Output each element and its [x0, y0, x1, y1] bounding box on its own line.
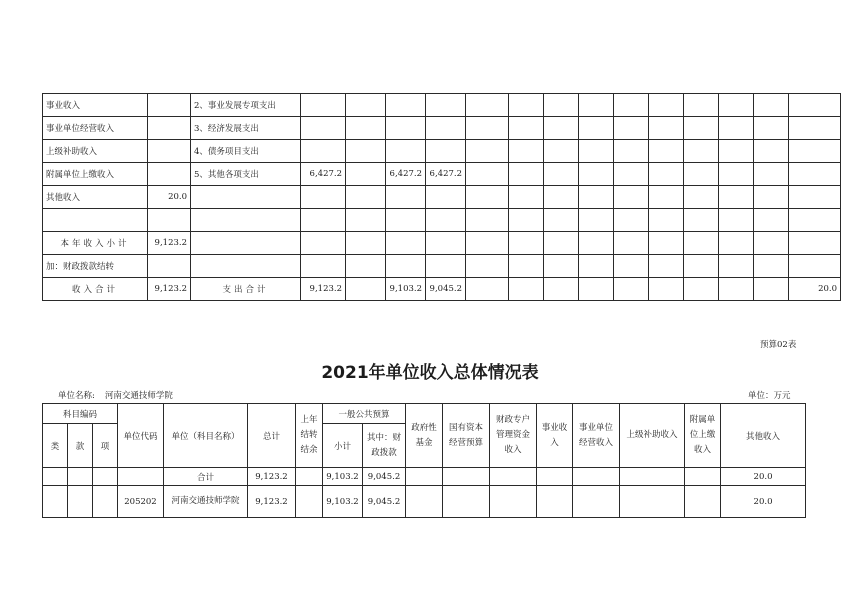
- general-budget-subtotal: [386, 232, 426, 255]
- subject-code-header: 科目编码: [43, 404, 118, 424]
- expense-total: [301, 209, 346, 232]
- table-row: [43, 186, 841, 209]
- income-value: 9,123.2: [148, 232, 191, 255]
- general-budget-subtotal: 6,427.2: [386, 163, 426, 186]
- expense-item: 2、事业发展专项支出: [191, 94, 301, 117]
- expense-item: 支出合计: [191, 278, 301, 301]
- gov-fund-header: 政府性基金: [406, 404, 443, 468]
- fiscal-alloc-header: 其中：财政拨款: [363, 424, 406, 468]
- superior-subsidy-header: 上级补助收入: [620, 404, 685, 468]
- other-income: 20.0: [721, 486, 806, 518]
- unit-code-header: 单位代码: [118, 404, 164, 468]
- expense-total: [301, 232, 346, 255]
- total: 9,123.2: [248, 486, 296, 518]
- business-income-header: 事业收入: [537, 404, 573, 468]
- fiscal-alloc: 9,045.2: [363, 486, 406, 518]
- income-item: 事业收入: [43, 94, 148, 117]
- income-item: 其他收入: [43, 186, 148, 209]
- other-income: [789, 140, 841, 163]
- general-budget-subtotal: [386, 255, 426, 278]
- other-income: [789, 163, 841, 186]
- expense-total: 6,427.2: [301, 163, 346, 186]
- subtotal: 9,103.2: [323, 468, 363, 486]
- category-header: 类: [43, 424, 68, 468]
- income-item: 事业单位经营收入: [43, 117, 148, 140]
- income-item: 收入合计: [43, 278, 148, 301]
- income-value: [148, 94, 191, 117]
- expense-item: 4、债务项目支出: [191, 140, 301, 163]
- unit-name: 合计: [164, 468, 248, 486]
- unit-income-table: [42, 403, 806, 518]
- other-income: 20.0: [721, 468, 806, 486]
- general-budget-subtotal: [386, 209, 426, 232]
- business-unit-op-header: 事业单位经营收入: [573, 404, 620, 468]
- table-row: [43, 117, 841, 140]
- income-item: 上级补助收入: [43, 140, 148, 163]
- other-income: [789, 94, 841, 117]
- special-mgmt-header: 财政专户管理资金收入: [490, 404, 537, 468]
- table-row: [43, 209, 841, 232]
- income-value: [148, 209, 191, 232]
- other-income: [789, 186, 841, 209]
- table-row: [43, 486, 806, 518]
- table-row: [43, 232, 841, 255]
- general-budget-subtotal: 9,103.2: [386, 278, 426, 301]
- unit-label: 单位：万元: [748, 391, 791, 401]
- expense-item: [191, 209, 301, 232]
- other-income: 20.0: [789, 278, 841, 301]
- income-expense-table: [42, 93, 841, 301]
- general-budget-alloc: 6,427.2: [426, 163, 466, 186]
- unit-name-value: 河南交通技师学院: [104, 391, 173, 401]
- expense-total: [301, 186, 346, 209]
- carryover-header: 上年结转结余: [296, 404, 323, 468]
- table-row: [43, 163, 841, 186]
- header-row: [43, 404, 806, 424]
- unit-name-row: [58, 389, 173, 401]
- unit-subject-name-header: 单位（科目名称）: [164, 404, 248, 468]
- section-header: 款: [68, 424, 93, 468]
- unit-name: 河南交通技师学院: [164, 486, 248, 518]
- page-title: 2021年单位收入总体情况表: [321, 363, 539, 383]
- general-budget-alloc: [426, 209, 466, 232]
- general-budget-alloc: [426, 255, 466, 278]
- general-budget-alloc: [426, 94, 466, 117]
- table-row: [43, 140, 841, 163]
- general-budget-subtotal: [386, 117, 426, 140]
- other-income-header: 其他收入: [721, 404, 806, 468]
- general-budget-subtotal: [386, 94, 426, 117]
- other-income: [789, 232, 841, 255]
- budget-note: 预算02表: [760, 340, 797, 350]
- income-value: 9,123.2: [148, 278, 191, 301]
- general-budget-alloc: 9,045.2: [426, 278, 466, 301]
- general-budget-header: 一般公共预算: [323, 404, 406, 424]
- expense-total: [301, 255, 346, 278]
- expense-item: 3、经济发展支出: [191, 117, 301, 140]
- subtotal-header: 小计: [323, 424, 363, 468]
- unit-code: 205202: [118, 486, 164, 518]
- table-row: [43, 468, 806, 486]
- expense-item: [191, 255, 301, 278]
- general-budget-alloc: [426, 117, 466, 140]
- expense-item: [191, 186, 301, 209]
- table-row: [43, 255, 841, 278]
- income-value: [148, 255, 191, 278]
- income-value: 20.0: [148, 186, 191, 209]
- table-row: [43, 94, 841, 117]
- affiliated-income-header: 附属单位上缴收入: [685, 404, 721, 468]
- general-budget-alloc: [426, 186, 466, 209]
- income-item: 本年收入小计: [43, 232, 148, 255]
- expense-total: [301, 140, 346, 163]
- income-item: 加：财政拨款结转: [43, 255, 148, 278]
- expense-total: [301, 94, 346, 117]
- total-header: 总计: [248, 404, 296, 468]
- expense-total: [301, 117, 346, 140]
- state-capital-header: 国有资本经营预算: [443, 404, 490, 468]
- total: 9,123.2: [248, 468, 296, 486]
- income-value: [148, 140, 191, 163]
- general-budget-alloc: [426, 232, 466, 255]
- expense-item: [191, 232, 301, 255]
- general-budget-alloc: [426, 140, 466, 163]
- other-income: [789, 209, 841, 232]
- unit-code: [118, 468, 164, 486]
- income-value: [148, 117, 191, 140]
- general-budget-subtotal: [386, 140, 426, 163]
- other-income: [789, 117, 841, 140]
- income-value: [148, 163, 191, 186]
- income-item: [43, 209, 148, 232]
- table-row: [43, 278, 841, 301]
- expense-total: 9,123.2: [301, 278, 346, 301]
- other-income: [789, 255, 841, 278]
- item-header: 项: [93, 424, 118, 468]
- income-item: 附属单位上缴收入: [43, 163, 148, 186]
- subtotal: 9,103.2: [323, 486, 363, 518]
- fiscal-alloc: 9,045.2: [363, 468, 406, 486]
- expense-item: 5、其他各项支出: [191, 163, 301, 186]
- general-budget-subtotal: [386, 186, 426, 209]
- unit-name-label: 单位名称:: [58, 391, 95, 401]
